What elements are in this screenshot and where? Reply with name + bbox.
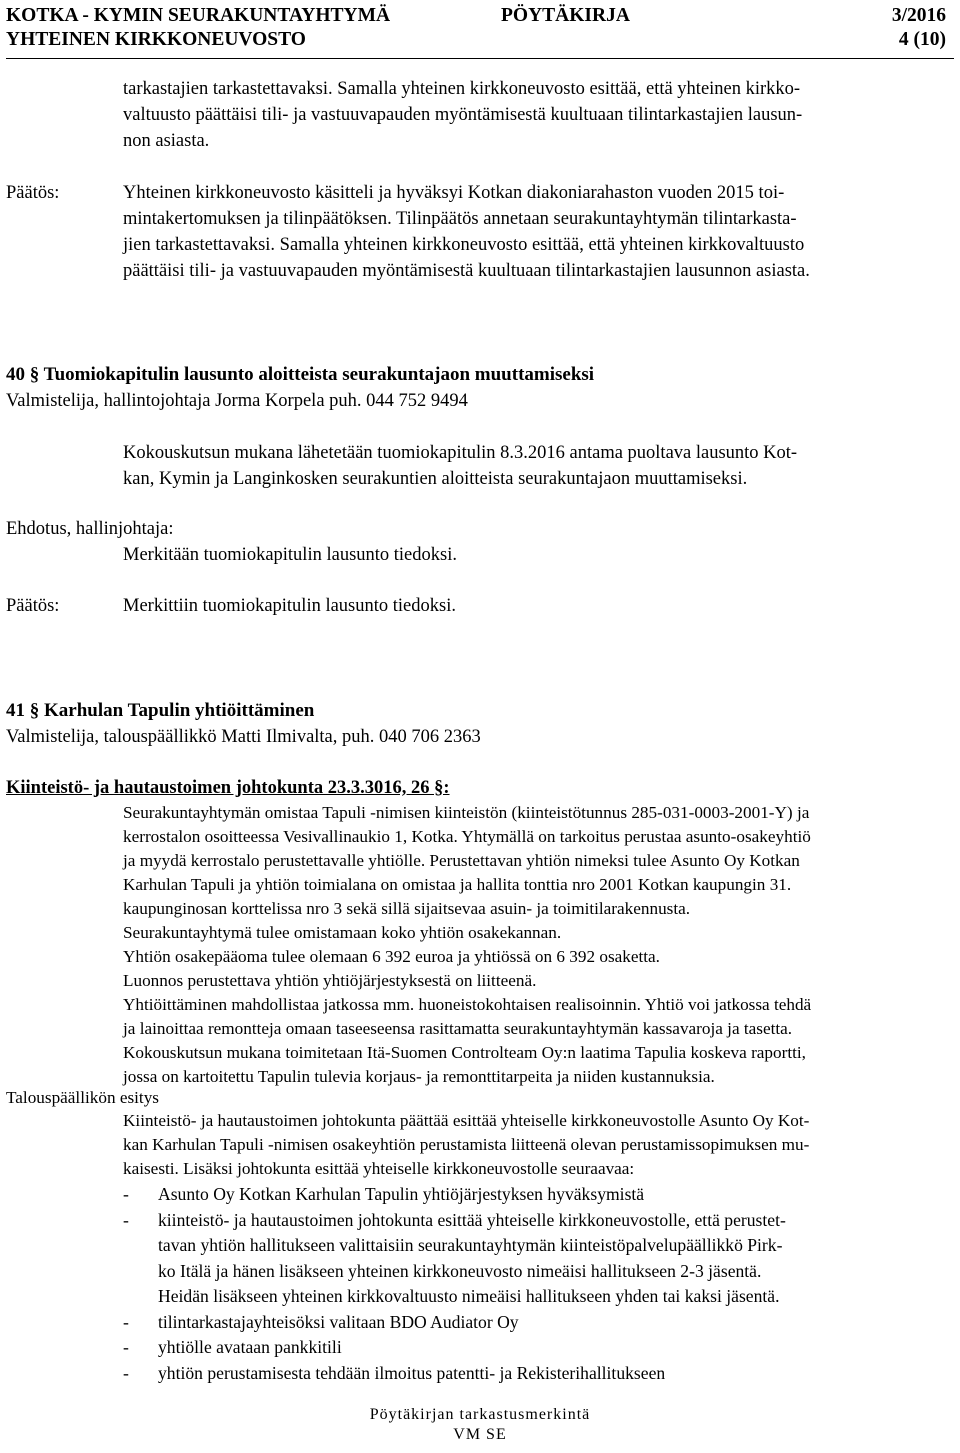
page-number: 4 (10) — [898, 29, 946, 50]
governing-body: YHTEINEN KIRKKONEUVOSTO — [6, 29, 306, 50]
section-40-heading: 40 § Tuomiokapitulin lausunto aloitteista seurakuntajaon muuttamiseksi — [6, 364, 595, 385]
page-footer — [0, 1405, 960, 1445]
list-item: - kiinteistö- ja hautaustoimen johtokunta esittää yhteiselle kirkkoneuvostolle, että perustet- tavan yhtiön hallitukseen valittaisiin seurakuntayhtymän kiinteistöpalvelupäällikkö Pirk- ko Itälä ja hänen lisäkseen yhteinen kirkkoneuvosto nimeäisi hallitukseen 2-3 jäsentä. Heidän lisäkseen yhteinen kirkkovaltuusto nimeäisi hallitukseen yhden tai kaksi jäsentä. — [123, 1209, 786, 1306]
list-item: - tilintarkastajayhteisöksi valitaan BDO Audiator Oy — [123, 1311, 519, 1332]
section-41-proposal-label: Talouspäällikön esitys — [6, 1088, 159, 1107]
section-40-proposal-label: Ehdotus, hallinjohtaja: — [6, 519, 174, 539]
section-40-decision-text: Merkittiin tuomiokapitulin lausunto tiedoksi. — [123, 596, 456, 616]
intro-paragraph: tarkastajien tarkastettavaksi. Samalla yhteinen kirkkoneuvosto esittää, että yhteinen kirkko- valtuusto päättäisi tili- ja vastuuvapauden myöntämisestä kuultuaan tilintarkastajien lausun- non asiasta. — [123, 79, 803, 151]
section-41-body: Seurakuntayhtymän omistaa Tapuli -nimisen kiinteistön (kiinteistötunnus 285-031-0003-2001-Y) ja kerrostalon osoitteessa Vesivallinaukio 1, Kotka. Yhtymällä on tarkoitus perustaa asunto-osakeyhtiö ja myydä kerrostalo perustettavalle yhtiölle. Perustettavan yhtiön nimeksi tulee Asunto Oy Kotkan Karhulan Tapuli ja yhtiön toimialana on omistaa ja hallita tonttia nro 2001 Kotkan kaupungin 31. kaupunginosan korttelissa nro 3 sekä sillä sijaitsevaa asuin- ja toimitilarakennusta. Seurakuntayhtymä tulee omistamaan koko yhtiön osakekannan. Yhtiön osakepääoma tulee olemaan 6 392 euroa ja yhtiössä on 6 392 osaketta. Luonnos perustettava yhtiön yhtiöjärjestyksestä on liitteenä. Yhtiöittäminen mahdollistaa jatkossa mm. huoneistokohtaisen realisoinnin. Yhtiö voi jatkossa tehdä ja lainoittaa remontteja omaan taseeseensa rasittamatta seurakuntayhtymän kassavaroja ja tasetta. Kokouskutsun mukana toimitetaan Itä-Suomen Controlteam Oy:n laatima Tapulia koskeva raportti, jossa on kartoitettu Tapulin tulevia korjaus- ja remonttitarpeita ja niiden kustannuksia. — [123, 803, 812, 1086]
section-40-preparer: Valmistelija, hallintojohtaja Jorma Korpela puh. 044 752 9494 — [6, 391, 468, 411]
list-item: - yhtiön perustamisesta tehdään ilmoitus patentti- ja Rekisterihallitukseen — [123, 1362, 666, 1383]
decision-label: Päätös: — [6, 183, 60, 203]
proposal-list — [123, 1182, 786, 1386]
organization-name: KOTKA - KYMIN SEURAKUNTAYHTYMÄ — [6, 5, 391, 26]
document-type: PÖYTÄKIRJA — [501, 5, 630, 26]
section-41-preparer: Valmistelija, talouspäällikkö Matti Ilmivalta, puh. 040 706 2363 — [6, 727, 481, 747]
section-41-heading: 41 § Karhulan Tapulin yhtiöittäminen — [6, 700, 315, 721]
header-divider — [6, 58, 954, 59]
list-item: - Asunto Oy Kotkan Karhulan Tapulin yhtiöjärjestyksen hyväksymistä — [123, 1184, 645, 1204]
document-number: 3/2016 — [891, 5, 946, 26]
footer-initials: VM SE — [453, 1426, 507, 1443]
section-41-proposal: Kiinteistö- ja hautaustoimen johtokunta päättää esittää yhteiselle kirkkoneuvostolle Asunto Oy Kot- kan Karhulan Tapuli -nimisen osakeyhtiön perustamista liitteenä olevan perustamissopimuksen mu- kaisesti. Lisäksi johtokunta esittää yhteiselle kirkkoneuvostolle seuraavaa: — [123, 1111, 810, 1178]
section-40-proposal-text: Merkitään tuomiokapitulin lausunto tiedoksi. — [123, 545, 457, 565]
page-header-row-2 — [6, 29, 946, 51]
section-40-body: Kokouskutsun mukana lähetetään tuomiokapitulin 8.3.2016 antama puoltava lausunto Kot- kan, Kymin ja Langinkosken seurakuntien aloitteista seurakuntajaon muuttamiseksi. — [123, 443, 798, 489]
page-header-row-1 — [6, 5, 946, 27]
list-item: - yhtiölle avataan pankkitili — [123, 1337, 342, 1357]
section-40-decision-label: Päätös: — [6, 596, 60, 616]
footer-label: Pöytäkirjan tarkastusmerkintä — [369, 1406, 591, 1423]
committee-reference: Kiinteistö- ja hautaustoimen johtokunta 23.3.3016, 26 §: — [6, 778, 450, 798]
decision-paragraph: Yhteinen kirkkoneuvosto käsitteli ja hyväksyi Kotkan diakoniarahaston vuoden 2015 toi- mintakertomuksen ja tilinpäätöksen. Tilinpäätös annetaan seurakuntayhtymän tilintarkasta- jien tarkastettavaksi. Samalla yhteinen kirkkoneuvosto esittää, että yhteinen kirkkovaltuusto päättäisi tili- ja vastuuvapauden myöntämisestä kuultuaan tilintarkastajien lausunnon asiasta. — [123, 183, 810, 281]
